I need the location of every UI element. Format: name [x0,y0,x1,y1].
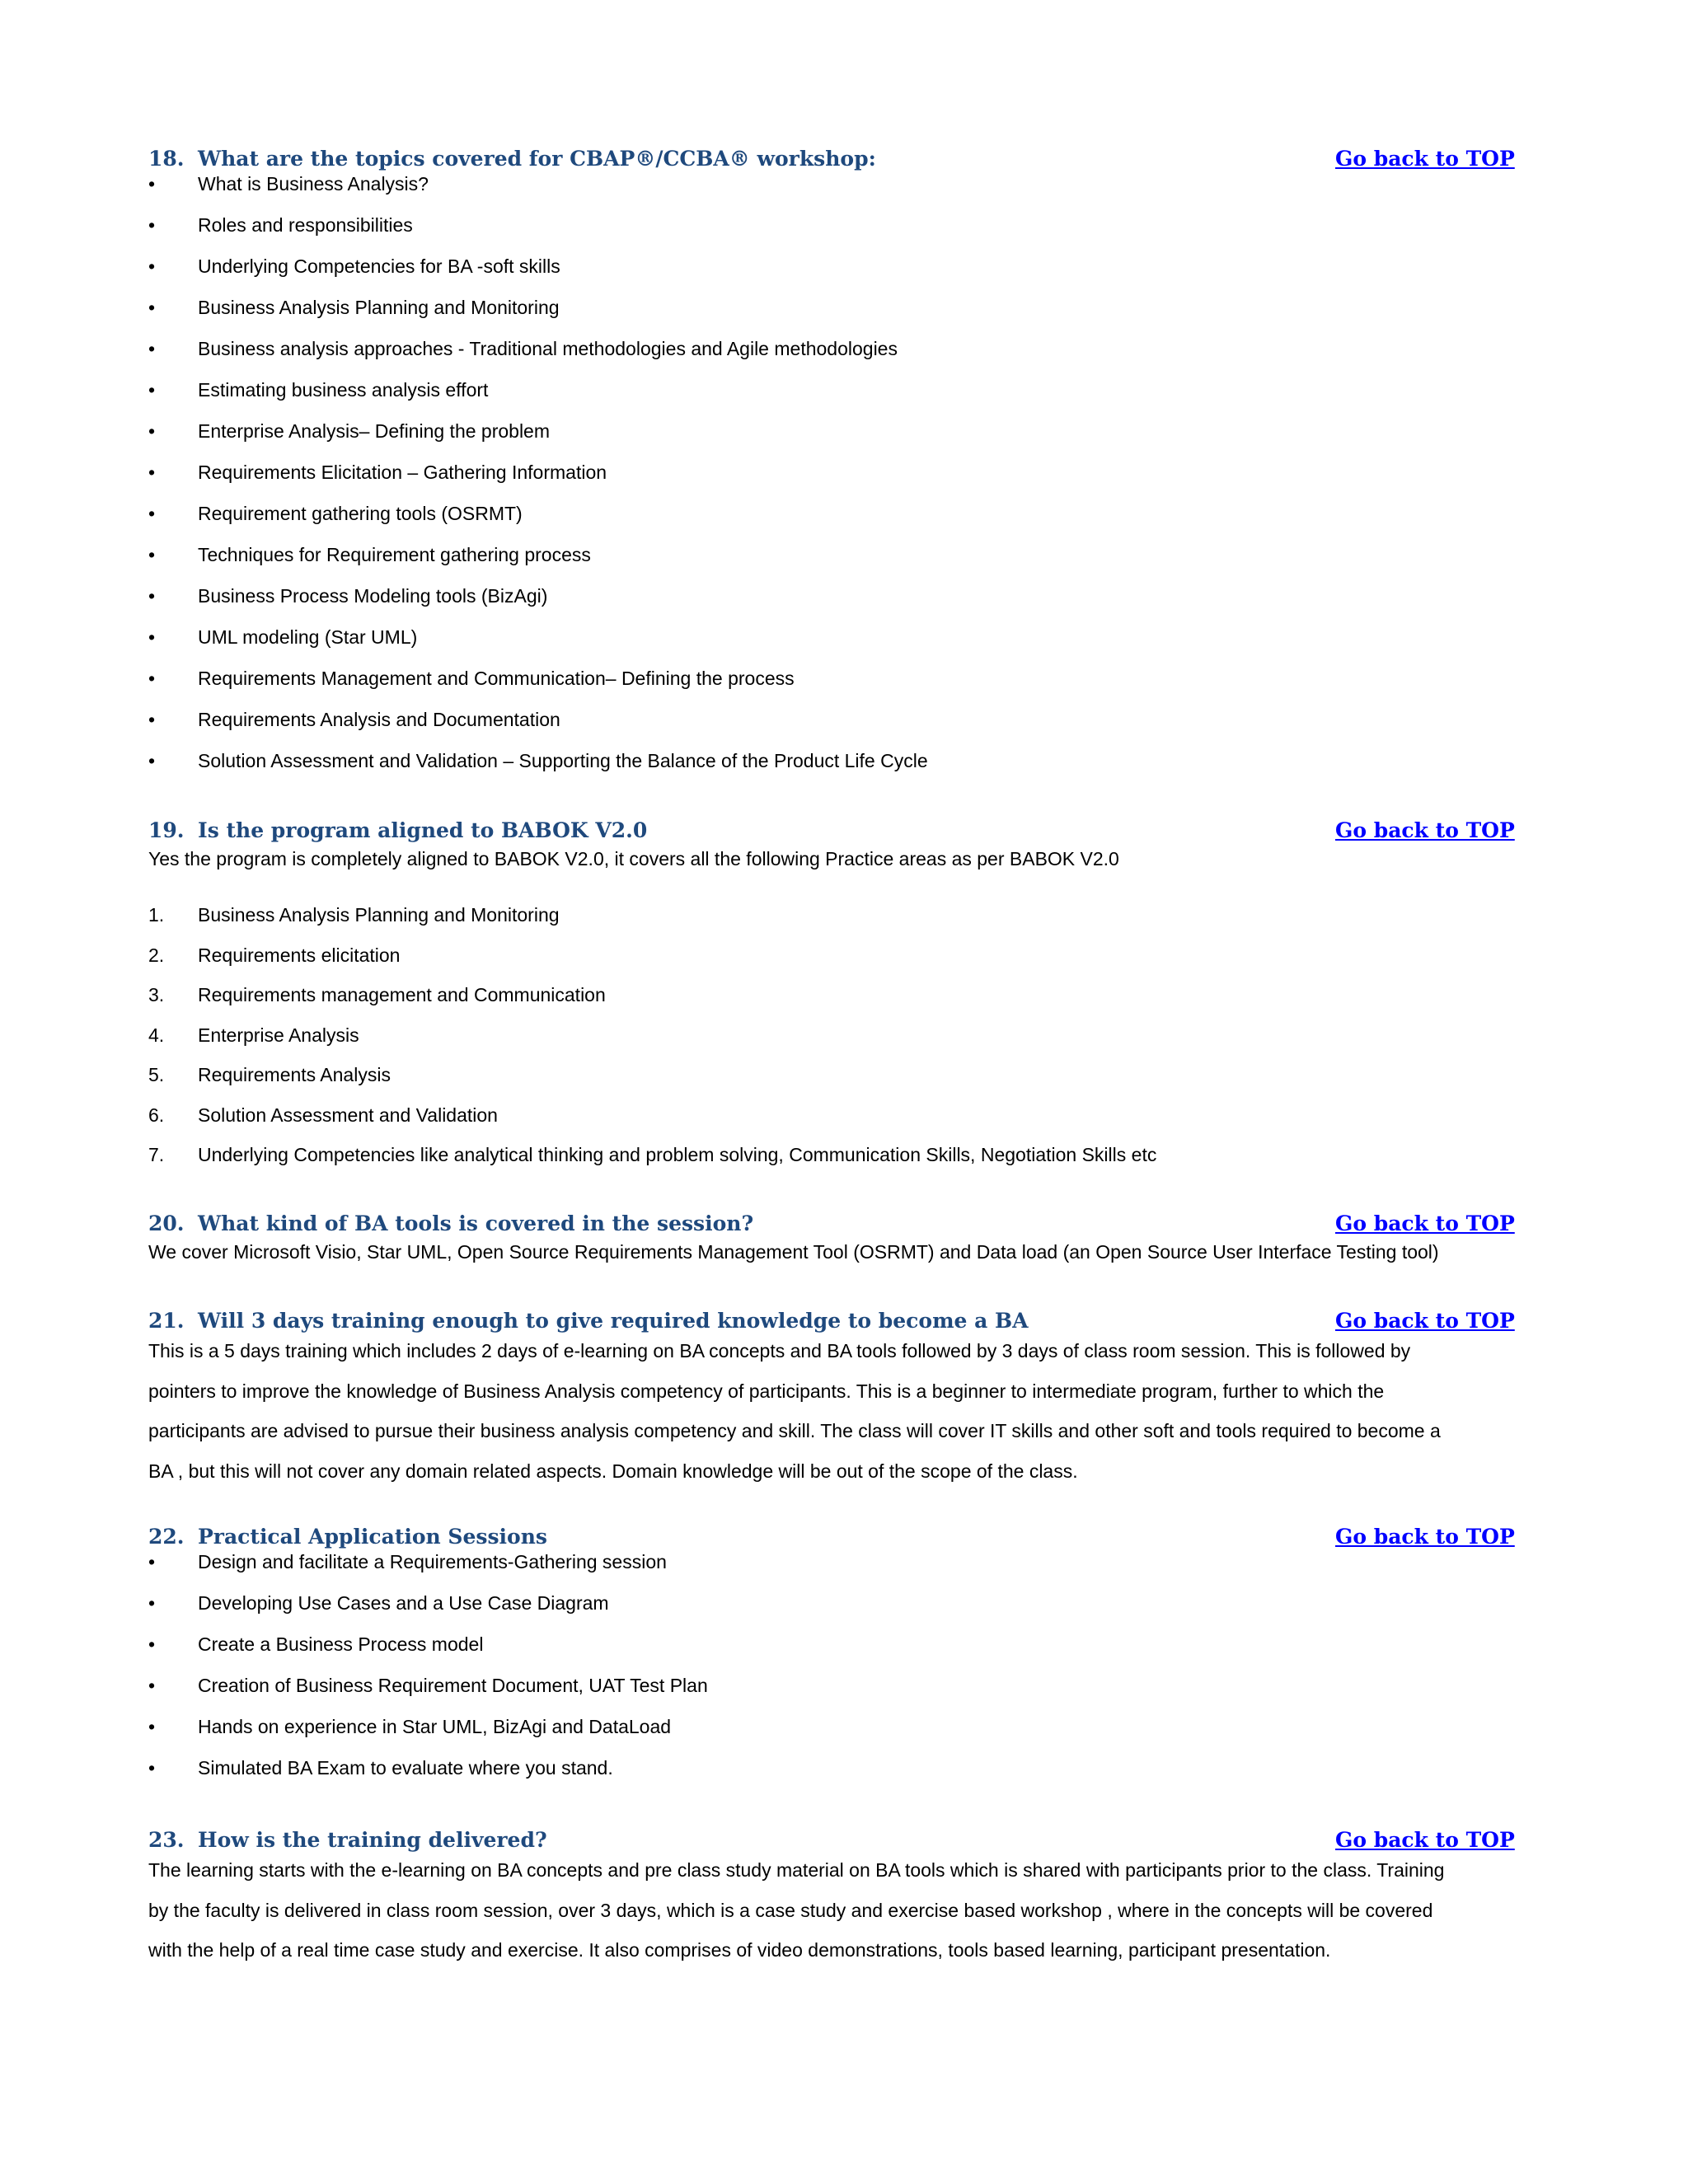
section-heading [148,1209,1515,1239]
section-body [148,1850,1533,1971]
list-item-number: 7. [148,1144,165,1165]
section-heading [148,1306,1515,1336]
section-intro: Yes the program is completely aligned to BABOK V2.0, it covers all the following Practice areas as per BABOK V2.0 [148,848,1119,869]
bullet-icon: • [148,585,156,607]
list-item-text: Underlying Competencies like analytical thinking and problem solving, Communication Skills, Negotiation Skills etc [198,1144,1157,1165]
list-item-text: Requirements management and Communication [198,984,606,1005]
practice-areas-list [148,900,1500,1180]
go-back-to-top-link[interactable]: Go back to TOP [1335,1525,1515,1549]
bullet-icon: • [148,420,156,442]
section-heading [148,1825,1515,1855]
bullet-icon: • [148,709,156,730]
list-item [148,622,1500,663]
list-item-text: Business analysis approaches - Traditional methodologies and Agile methodologies [198,338,898,359]
go-back-to-top-link[interactable]: Go back to TOP [1335,1828,1515,1852]
list-item-number: 5. [148,1064,165,1085]
list-item [148,251,1500,293]
list-item-text: Requirements Analysis and Documentation [198,709,560,730]
list-item [148,940,1500,981]
bullet-icon: • [148,1551,156,1572]
section-18 [148,144,1515,787]
bullet-icon: • [148,214,156,236]
section-title: Is the program aligned to BABOK V2.0 [198,818,648,842]
section-title: How is the training delivered? [198,1828,547,1852]
list-item-text: Business Process Modeling tools (BizAgi) [198,585,548,607]
bullet-icon: • [148,297,156,318]
bullet-icon: • [148,668,156,689]
list-item-text: Solution Assessment and Validation [198,1104,498,1126]
list-item-text: Business Analysis Planning and Monitoring [198,904,560,926]
list-item-text: Simulated BA Exam to evaluate where you stand. [198,1757,613,1779]
go-back-to-top-link[interactable]: Go back to TOP [1335,1212,1515,1235]
list-item [148,1753,1500,1794]
section-body [148,1331,1533,1491]
list-item-text: Roles and responsibilities [198,214,413,236]
body-line: by the faculty is delivered in class room session, over 3 days, which is a case study and exercise based workshop , where in the concepts will be covered [148,1899,1433,1921]
section-title: Will 3 days training enough to give required knowledge to become a BA [198,1309,1029,1333]
list-item-text: What is Business Analysis? [198,173,429,194]
go-back-to-top-link[interactable]: Go back to TOP [1335,147,1515,171]
body-line: pointers to improve the knowledge of Business Analysis competency of participants. This is a beginner to intermediate program, further to which the [148,1380,1385,1402]
section-22 [148,1522,1515,1794]
list-item [148,1712,1500,1753]
body-line: This is a 5 days training which includes 2 days of e-learning on BA concepts and BA tools followed by 3 days of class room session. This is followed by [148,1340,1411,1361]
list-item [148,210,1500,251]
list-item-text: Requirements Management and Communication– Defining the process [198,668,795,689]
list-item [148,1100,1500,1141]
section-title: What kind of BA tools is covered in the session? [198,1212,754,1235]
section-number: 18. [148,147,185,171]
list-item-text: Developing Use Cases and a Use Case Diagram [198,1592,609,1614]
bullet-icon: • [148,462,156,483]
list-item [148,1060,1500,1100]
bullet-icon: • [148,1757,156,1779]
topics-list [148,169,1500,787]
sessions-list [148,1547,1500,1794]
list-item [148,1020,1500,1061]
section-number: 20. [148,1212,185,1235]
list-item-text: Requirements Elicitation – Gathering Information [198,462,607,483]
list-item-text: Underlying Competencies for BA -soft skills [198,255,560,277]
bullet-icon: • [148,338,156,359]
list-item [148,416,1500,457]
body-line: participants are advised to pursue their business analysis competency and skill. The class will cover IT skills and other soft and tools required to become a [148,1420,1441,1441]
bullet-icon: • [148,1675,156,1696]
list-item-number: 6. [148,1104,165,1126]
list-item [148,663,1500,705]
bullet-icon: • [148,255,156,277]
go-back-to-top-link[interactable]: Go back to TOP [1335,818,1515,842]
section-number: 21. [148,1309,185,1333]
body-line: with the help of a real time case study and exercise. It also comprises of video demonstrations, tools based learning, participant presentation. [148,1939,1331,1961]
list-item [148,980,1500,1020]
section-number: 22. [148,1525,185,1549]
list-item [148,1671,1500,1712]
list-item [148,746,1500,787]
section-20 [148,1209,1515,1267]
list-item-text: Design and facilitate a Requirements-Gathering session [198,1551,667,1572]
list-item-text: UML modeling (Star UML) [198,626,418,648]
bullet-icon: • [148,750,156,771]
list-item-number: 3. [148,984,165,1005]
list-item-text: Requirements elicitation [198,944,401,966]
list-item-text: Create a Business Process model [198,1633,484,1655]
section-title: Practical Application Sessions [198,1525,547,1549]
section-19 [148,816,1515,1180]
section-21 [148,1306,1515,1491]
list-item [148,169,1500,210]
body-line: BA , but this will not cover any domain related aspects. Domain knowledge will be out of the scope of the class. [148,1460,1078,1482]
list-item [148,1140,1500,1180]
list-item [148,581,1500,622]
list-item [148,457,1500,499]
bullet-icon: • [148,1633,156,1655]
list-item [148,705,1500,746]
list-item [148,900,1500,940]
bullet-icon: • [148,173,156,194]
list-item-number: 2. [148,944,165,966]
list-item-text: Estimating business analysis effort [198,379,489,401]
section-title: What are the topics covered for CBAP®/CCBA® workshop: [198,147,876,171]
list-item-text: Techniques for Requirement gathering process [198,544,591,565]
list-item [148,1629,1500,1671]
section-heading [148,816,1515,846]
list-item [148,540,1500,581]
list-item-text: Business Analysis Planning and Monitoring [198,297,560,318]
bullet-icon: • [148,503,156,524]
section-body: We cover Microsoft Visio, Star UML, Open Source Requirements Management Tool (OSRMT) and Data load (an Open Source User Interface Testing tool) [148,1241,1439,1263]
list-item [148,293,1500,334]
list-item-text: Creation of Business Requirement Document, UAT Test Plan [198,1675,708,1696]
list-item-text: Requirement gathering tools (OSRMT) [198,503,523,524]
list-item [148,1547,1500,1588]
list-item [148,334,1500,375]
list-item [148,499,1500,540]
list-item-text: Hands on experience in Star UML, BizAgi and DataLoad [198,1716,672,1737]
list-item-text: Solution Assessment and Validation – Supporting the Balance of the Product Life Cycle [198,750,928,771]
list-item [148,1588,1500,1629]
list-item-text: Requirements Analysis [198,1064,391,1085]
section-23 [148,1825,1515,1971]
list-item-text: Enterprise Analysis– Defining the problem [198,420,551,442]
bullet-icon: • [148,626,156,648]
bullet-icon: • [148,544,156,565]
list-item [148,375,1500,416]
list-item-text: Enterprise Analysis [198,1024,359,1046]
list-item-number: 4. [148,1024,165,1046]
body-line: The learning starts with the e-learning on BA concepts and pre class study material on BA tools which is shared with participants prior to the class. Training [148,1859,1445,1881]
section-number: 23. [148,1828,185,1852]
bullet-icon: • [148,1592,156,1614]
list-item-number: 1. [148,904,165,926]
bullet-icon: • [148,1716,156,1737]
bullet-icon: • [148,379,156,401]
go-back-to-top-link[interactable]: Go back to TOP [1335,1309,1515,1333]
section-number: 19. [148,818,185,842]
